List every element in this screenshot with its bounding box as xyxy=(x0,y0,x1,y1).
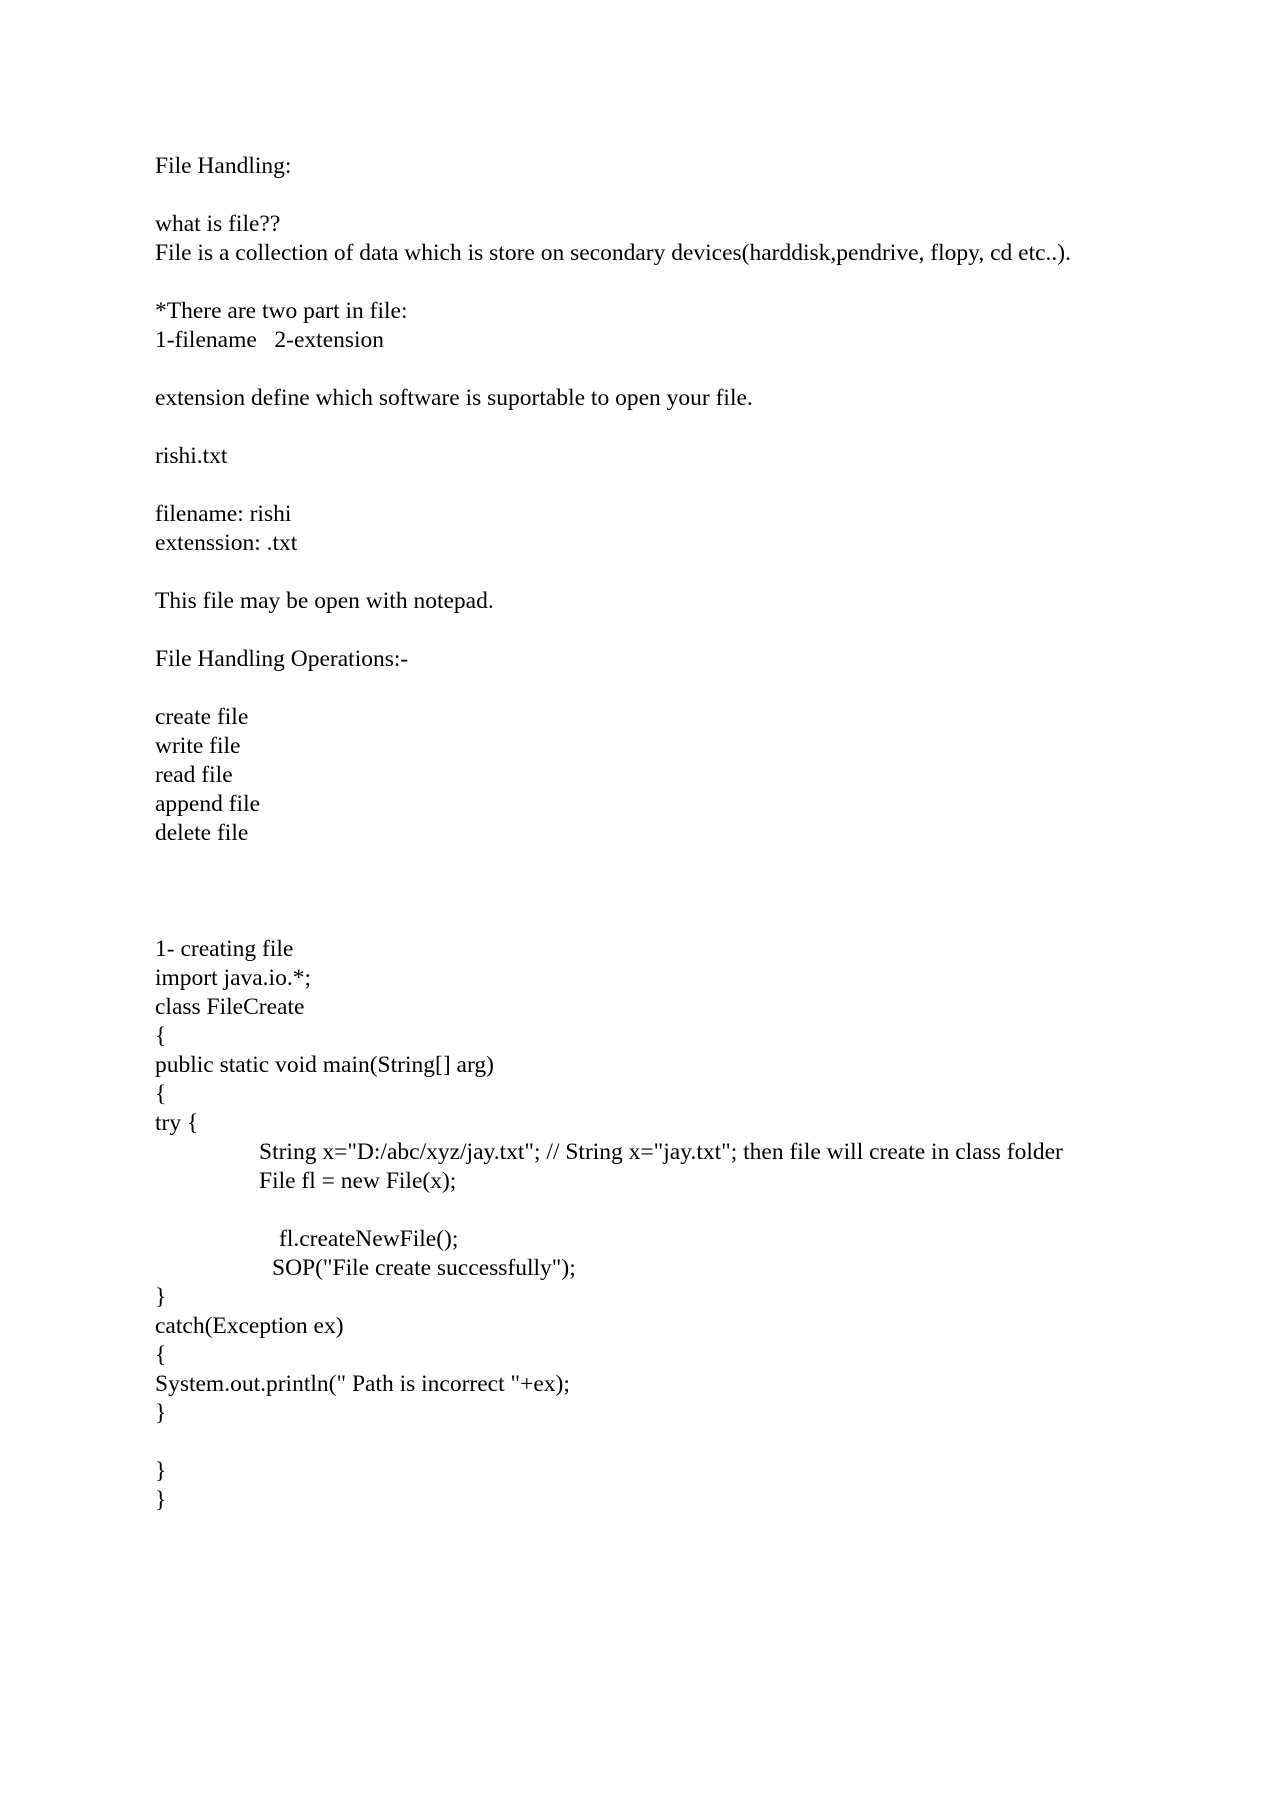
code-line: } xyxy=(155,1458,167,1484)
code-line: { xyxy=(155,1023,167,1049)
code-line: import java.io.*; xyxy=(155,965,311,991)
operation-item: write file xyxy=(155,733,241,759)
code-line: { xyxy=(155,1081,167,1107)
spacer xyxy=(155,181,1125,210)
code-line: System.out.println(" Path is incorrect "+ex); xyxy=(155,1371,570,1397)
filename-line: filename: rishi xyxy=(155,501,292,527)
spacer xyxy=(155,1428,1125,1457)
spacer xyxy=(155,558,1125,587)
code-line: fl.createNewFile(); xyxy=(279,1226,459,1252)
spacer xyxy=(155,471,1125,500)
operation-item: append file xyxy=(155,791,261,817)
code-heading: 1- creating file xyxy=(155,936,294,962)
code-line: try { xyxy=(155,1110,199,1136)
spacer xyxy=(155,413,1125,442)
code-line: catch(Exception ex) xyxy=(155,1313,344,1339)
spacer xyxy=(155,674,1125,703)
extension-note: extension define which software is suportable to open your file. xyxy=(155,385,753,411)
notepad-note: This file may be open with notepad. xyxy=(155,588,494,614)
code-line: File fl = new File(x); xyxy=(259,1168,457,1194)
parts-heading: *There are two part in file: xyxy=(155,298,408,324)
parts-text: 1-filename 2-extension xyxy=(155,327,385,353)
document-title: File Handling: xyxy=(155,153,292,179)
spacer xyxy=(155,268,1125,297)
code-line: class FileCreate xyxy=(155,994,305,1020)
operation-item: create file xyxy=(155,704,249,730)
spacer xyxy=(155,848,1125,935)
document-body xyxy=(155,152,1125,1515)
code-line: } xyxy=(155,1284,167,1310)
operation-item: delete file xyxy=(155,820,249,846)
code-line: { xyxy=(155,1342,167,1368)
example-file: rishi.txt xyxy=(155,443,228,469)
spacer xyxy=(155,616,1125,645)
extension-line: extenssion: .txt xyxy=(155,530,298,556)
code-text: String x="D:/abc/xyz/jay.txt"; // String x="jay.txt"; then file will create in class folder xyxy=(259,1139,1063,1165)
code-line: } xyxy=(155,1400,167,1426)
question-text: what is file?? xyxy=(155,211,281,237)
operations-heading: File Handling Operations:- xyxy=(155,646,409,672)
code-line xyxy=(155,1138,1125,1167)
spacer xyxy=(155,1196,1125,1225)
code-line: } xyxy=(155,1487,167,1513)
code-line: public static void main(String[] arg) xyxy=(155,1052,494,1078)
operation-item: read file xyxy=(155,762,233,788)
code-line: SOP("File create successfully"); xyxy=(272,1255,576,1281)
spacer xyxy=(155,355,1125,384)
definition-text: File is a collection of data which is store on secondary devices(harddisk,pendrive, flopy, cd etc..). xyxy=(155,240,1071,266)
